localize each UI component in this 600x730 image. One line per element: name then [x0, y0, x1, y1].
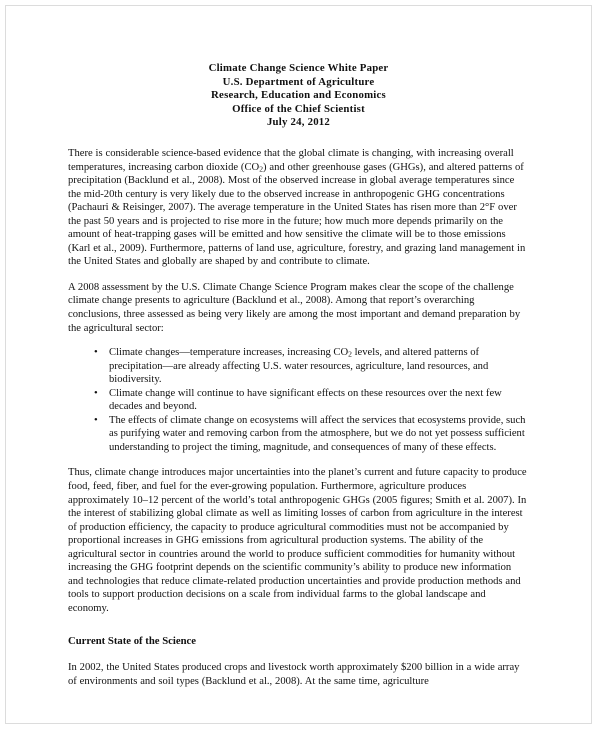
spacer: [68, 130, 529, 147]
title-line-4: Office of the Chief Scientist: [232, 102, 365, 115]
section-heading-current-state: Current State of the Science: [68, 635, 197, 648]
spacer: [68, 615, 529, 635]
list-item-text-a: Climate change will continue to have significant effects on these resources over the next few decades and beyond.: [109, 387, 502, 413]
list-item: [68, 346, 529, 387]
title-line-1: Climate Change Science White Paper: [208, 62, 389, 74]
paragraph-assessment: A 2008 assessment by the U.S. Climate Change Science Program makes clear the scope of the challenge climate change presents to agriculture (Backlund et al., 2008). Among that report’s overarching conclusions, three assessed as being very likely are among the most important and demand preparation by the agricultural sector:: [68, 281, 521, 334]
paragraph-intro-part1: There is considerable science-based evidence that the global climate is changing, with increasing overall temperatures, increasing carbon dioxide (CO: [68, 147, 514, 173]
co2-subscript-2: 2: [348, 349, 352, 359]
spacer: [68, 335, 529, 346]
paragraph-intro-part2: ) and other greenhouse gases (GHGs), and altered patterns of precipitation (Backlund et al., 2008). Most of the observed increase in global average temperatures since the mid-20th century is very likely due to the observed increase in anthropogenic GHG concentrations (Pachauri & Reisinger, 2007). The average temperature in the United States has risen more than 2°F over the past 50 years and is projected to rise more in the future; how much more depends primarily on the amount of heat-trapping gases will be emitted and how sensitive the climate will be to those emissions (Karl et al., 2009). Furthermore, patterns of land use, agriculture, forestry, and grazing land management in the United States and globally are shaped by and contribute to climate.: [68, 161, 526, 268]
paragraph-current-state: In 2002, the United States produced crops and livestock worth approximately $200 billion in a wide array of environments and soil types (Backlund et al., 2008). At the same time, agriculture: [68, 662, 520, 687]
list-item-text-b: levels, and altered patterns of precipitation—are already affecting U.S. water resources, agriculture, land resources, and biodiversity.: [109, 347, 489, 386]
spacer: [68, 649, 529, 661]
paragraph-intro: [68, 147, 529, 269]
bullet-icon: •: [94, 347, 98, 359]
conclusions-list: [68, 346, 529, 454]
list-item: [68, 414, 529, 455]
paragraph-uncertainties: Thus, climate change introduces major uncertainties into the planet’s current and future capacity to produce food, feed, fiber, and fuel for the ever-growing population. Furthermore, agriculture produces approximately 10–12 percent of the world’s total anthropogenic GHGs (2005 figures; Smith et al. 2007). In the interest of stabilizing global climate as well as limiting losses of carbon from agriculture in the interest of production efficiency, the capacity to produce agricultural commodities must not be accompanied by proportional increases in GHG emissions from agricultural production systems. The ability of the agricultural sector in countries around the world to produce sufficient commodities for humanity without increasing the GHG footprint depends on the scientific community’s ability to produce new information and technologies that reduce climate-related production uncertainties and provide production methods and tools to support production decisions on a scale from individual farms to the global landscape and economy.: [68, 467, 527, 614]
document-title-block: [68, 62, 529, 130]
bullet-icon: •: [94, 414, 98, 426]
document-content: [68, 62, 529, 688]
title-date: July 24, 2012: [266, 116, 331, 129]
title-line-3: Research, Education and Economics: [211, 89, 386, 102]
co2-subscript-1: 2: [259, 164, 263, 174]
list-item: [68, 387, 529, 414]
spacer: [68, 269, 529, 281]
spacer: [68, 454, 529, 466]
list-item-text-a: The effects of climate change on ecosystems will affect the services that ecosystems provide, such as purifying water and removing carbon from the atmosphere, but we do not yet possess sufficient understanding to project the timing, magnitude, and consequences of many of these effects.: [109, 414, 526, 453]
title-line-2: U.S. Department of Agriculture: [222, 75, 375, 88]
document-page: [5, 5, 592, 724]
list-item-text-a: Climate changes—temperature increases, increasing CO: [109, 347, 349, 359]
bullet-icon: •: [94, 387, 98, 399]
